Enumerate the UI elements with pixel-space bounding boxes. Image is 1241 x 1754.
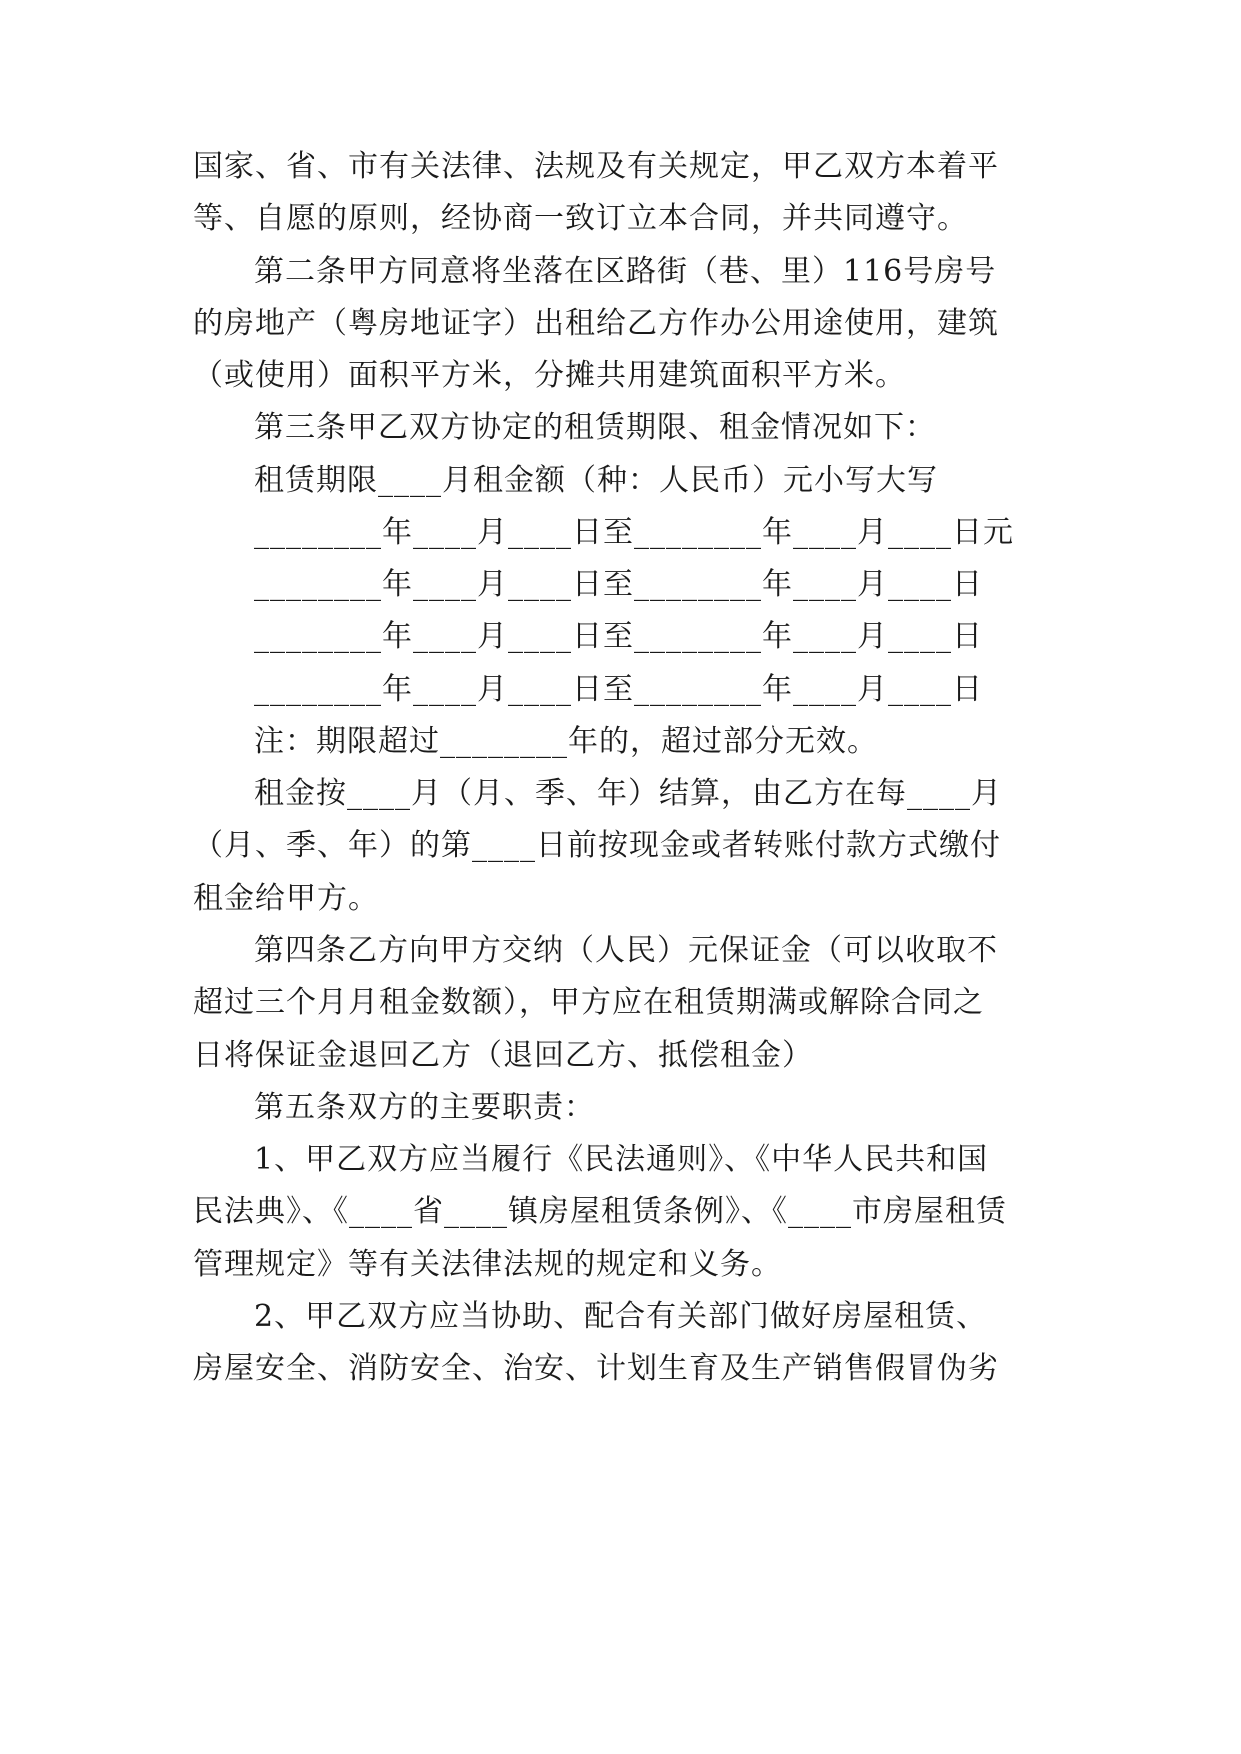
text-line: 管理规定》等有关法律法规的规定和义务。 — [193, 1247, 782, 1282]
text-line: 租赁期限____月租金额（种：人民币）元小写大写 — [254, 463, 938, 498]
text-line: 的房地产（粤房地证字）出租给乙方作办公用途使用，建筑 — [193, 306, 999, 341]
text-line: ________年____月____日至________年____月____日 — [254, 672, 983, 707]
text-line: ________年____月____日至________年____月____日 — [254, 619, 983, 654]
text-line: （或使用）面积平方米，分摊共用建筑面积平方米。 — [193, 358, 906, 393]
text-line: 超过三个月月租金数额），甲方应在租赁期满或解除合同之 — [193, 985, 984, 1020]
text-line: 民法典》、《____省____镇房屋租赁条例》、《____市房屋租赁 — [193, 1194, 1007, 1229]
text-line: （月、季、年）的第____日前按现金或者转账付款方式缴付 — [193, 828, 1001, 863]
text-line: 租金按____月（月、季、年）结算，由乙方在每____月 — [254, 776, 1002, 811]
text-line: 等、自愿的原则，经协商一致订立本合同，并共同遵守。 — [193, 201, 968, 236]
text-line: 租金给甲方。 — [193, 881, 379, 916]
text-line: 2、甲乙双方应当协助、配合有关部门做好房屋租赁、 — [254, 1299, 988, 1334]
text-line: ________年____月____日至________年____月____日 — [254, 567, 983, 602]
text-line: 房屋安全、消防安全、治安、计划生育及生产销售假冒伪劣 — [193, 1351, 999, 1386]
text-line: 第二条甲方同意将坐落在区路街（巷、里）116号房号 — [254, 254, 997, 289]
text-line: 日将保证金退回乙方（退回乙方、抵偿租金） — [193, 1038, 813, 1073]
text-line: 国家、省、市有关法律、法规及有关规定，甲乙双方本着平 — [193, 149, 999, 184]
text-line: 第四条乙方向甲方交纳（人民）元保证金（可以收取不 — [254, 933, 998, 968]
text-line: 1、甲乙双方应当履行《民法通则》、《中华人民共和国 — [254, 1142, 989, 1177]
text-line: ________年____月____日至________年____月____日元 — [254, 515, 1014, 550]
text-line: 第三条甲乙双方协定的租赁期限、租金情况如下： — [254, 410, 936, 445]
text-line: 注：期限超过________年的，超过部分无效。 — [254, 724, 878, 759]
text-line: 第五条双方的主要职责： — [254, 1090, 595, 1125]
